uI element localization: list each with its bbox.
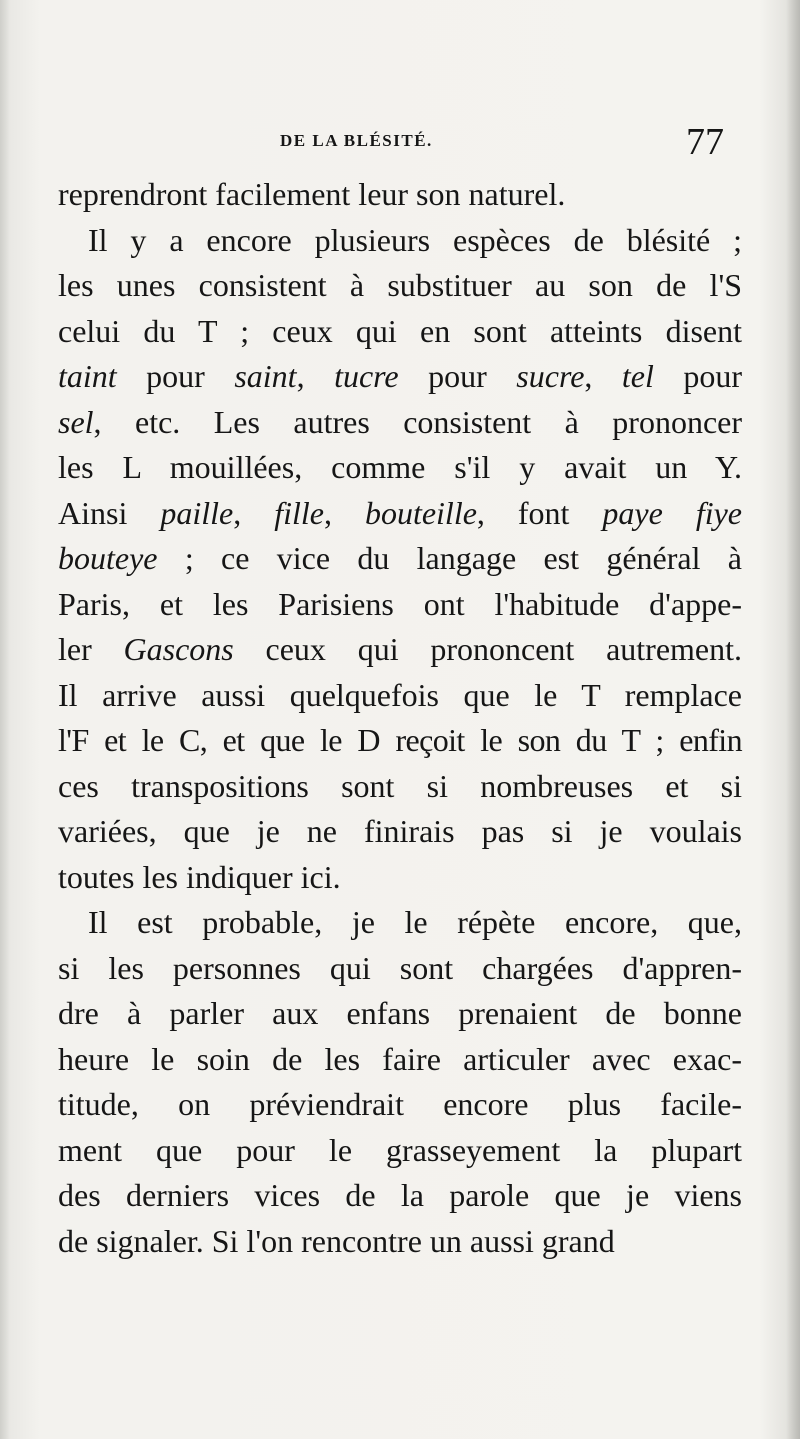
- text-line: [58, 445, 742, 491]
- text-run: Paris, et les Parisiens ont l'habitude d'appe-: [58, 585, 742, 622]
- text-run: ,: [233, 494, 275, 531]
- text-run: Il arrive aussi quelquefois que le T remplace: [58, 676, 742, 713]
- text-line: [58, 172, 742, 218]
- text-line: [58, 491, 742, 537]
- text-run: ; ce vice du langage est général à: [157, 540, 742, 576]
- text-line: [58, 673, 742, 719]
- italic-text-run: taint: [58, 358, 117, 394]
- text-run: ceux qui prononcent autrement.: [233, 631, 743, 667]
- page-number: 77: [686, 121, 724, 163]
- text-run: toutes les indiquer ici.: [58, 858, 341, 895]
- text-line: [58, 1173, 742, 1219]
- text-run: ,: [296, 358, 335, 394]
- italic-text-run: bouteille: [364, 494, 477, 531]
- text-run: Il est probable, je le répète encore, que,: [88, 904, 742, 940]
- text-run: , font: [476, 494, 603, 531]
- text-line: [58, 400, 742, 446]
- text-run: les L mouillées, comme s'il y avait un Y.: [58, 449, 742, 485]
- text-line: [58, 1082, 742, 1128]
- text-line: [58, 309, 742, 355]
- text-line: [58, 809, 742, 855]
- text-run: Ainsi: [58, 494, 161, 531]
- text-line: [58, 900, 742, 946]
- text-run: pour: [653, 358, 743, 394]
- text-line: [58, 718, 742, 764]
- page-right-edge-shadow: [786, 0, 800, 1439]
- text-run: heure le soin de les faire articuler avec exac-: [58, 1040, 742, 1077]
- italic-text-run: sucre: [516, 358, 585, 394]
- text-line: [58, 536, 742, 582]
- text-run: dre à parler aux enfans prenaient de bonne: [58, 995, 742, 1031]
- text-run: reprendront facilement leur son naturel.: [58, 176, 566, 212]
- text-run: , etc. Les autres consistent à prononcer: [93, 403, 742, 440]
- italic-text-run: paille: [160, 494, 234, 531]
- text-run: pour: [116, 358, 235, 394]
- text-run: les unes consistent à substituer au son de l'S: [58, 267, 742, 303]
- italic-text-run: paye fiye: [602, 494, 742, 531]
- text-run: des derniers vices de la parole que je viens: [58, 1177, 742, 1213]
- text-run: ment que pour le grasseyement la plupart: [58, 1131, 742, 1168]
- text-line: [58, 1037, 742, 1083]
- italic-text-run: bouteye: [58, 540, 158, 576]
- text-run: ler: [58, 631, 124, 667]
- text-run: variées, que je ne finirais pas si je voulais: [58, 813, 742, 849]
- text-run: ces transpositions sont si nombreuses et si: [58, 767, 742, 804]
- text-line: [58, 764, 742, 810]
- text-line: [58, 855, 742, 901]
- text-line: [58, 354, 742, 400]
- text-run: Il y a encore plusieurs espèces de blésité ;: [88, 221, 742, 258]
- text-run: ,: [584, 358, 622, 394]
- page-left-edge-shadow: [0, 0, 10, 1439]
- italic-text-run: sel: [58, 403, 94, 440]
- text-line: [58, 263, 742, 309]
- italic-text-run: fille: [274, 494, 324, 531]
- text-run: si les personnes qui sont chargées d'appren-: [58, 949, 742, 986]
- italic-text-run: saint: [234, 358, 297, 394]
- italic-text-run: Gascons: [123, 631, 234, 667]
- text-run: ,: [323, 494, 365, 531]
- italic-text-run: tucre: [334, 358, 399, 394]
- text-line: [58, 991, 742, 1037]
- text-line: [58, 218, 742, 264]
- text-run: pour: [398, 358, 517, 394]
- text-line: [58, 946, 742, 992]
- body-text: [58, 172, 742, 1264]
- text-run: celui du T ; ceux qui en sont atteints disent: [58, 312, 742, 349]
- text-run: de signaler. Si l'on rencontre un aussi grand: [58, 1222, 615, 1259]
- running-head: DE LA BLÉSITÉ.: [280, 131, 433, 150]
- text-line: [58, 627, 742, 673]
- text-run: l'F et le C, et que le D reçoit le son du T ; enfin: [58, 722, 742, 758]
- text-line: [58, 1128, 742, 1174]
- italic-text-run: tel: [621, 358, 654, 394]
- text-run: titude, on préviendrait encore plus facile-: [58, 1086, 742, 1122]
- text-line: [58, 1219, 742, 1265]
- text-line: [58, 582, 742, 628]
